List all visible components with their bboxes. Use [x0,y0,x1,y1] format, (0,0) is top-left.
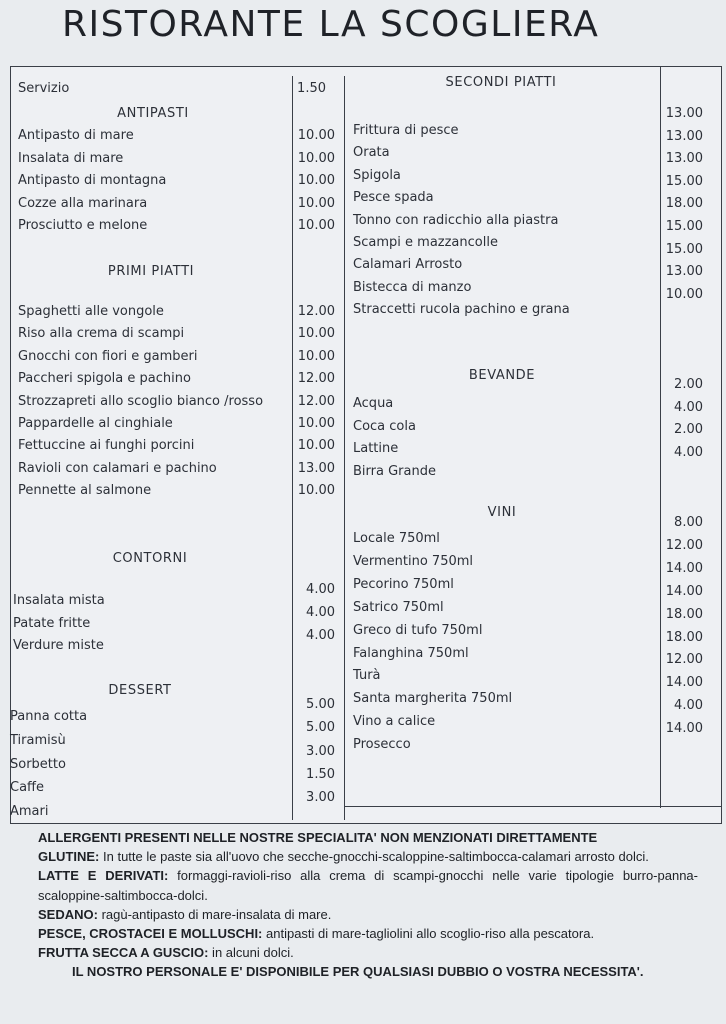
allergen-latte: LATTE E DERIVATI: formaggi-ravioli-riso alla crema di scampi-gnocchi nelle varie tipologie burro-panna-scaloppine-saltimbocca-dolci. [38,868,698,903]
bevande-item-name: Acqua [353,396,394,411]
allergens-heading: ALLERGENTI PRESENTI NELLE NOSTRE SPECIALITA' NON MENZIONATI DIRETTAMENTE [38,830,598,845]
antipasti-item-price: 10.00 [297,128,335,143]
primi-item-name: Riso alla crema di scampi [18,326,185,342]
dessert-item-price: 3.00 [306,744,335,759]
contorni-item-name: Patate fritte [13,615,91,631]
dessert-item-name: Tiramisù [10,732,66,748]
dessert-item-price: 5.00 [306,697,335,712]
secondi-item-price: 13.00 [665,128,703,144]
dessert-item-name: Amari [10,804,49,820]
vini-item-price: 12.00 [665,652,703,668]
antipasti-item-name: Antipasto di montagna [18,173,167,189]
primi-item-price: 10.00 [297,326,335,342]
vini-item-price: 14.00 [665,721,703,737]
secondi-item-price: 13.00 [665,106,703,121]
primi-item-price: 10.00 [297,348,335,364]
antipasti-item-name: Cozze alla marinara [18,195,148,211]
antipasti-item-name: Insalata di mare [18,150,124,166]
antipasti-item-price: 10.00 [297,173,335,189]
allergens-footer: IL NOSTRO PERSONALE E' DISPONIBILE PER QUALSIASI DUBBIO O VOSTRA NECESSITA'. [72,964,644,980]
secondi-item-price: 15.00 [665,219,703,234]
bevande-item-name: Lattine [353,441,399,457]
vini-item-price: 14.00 [665,675,703,691]
secondi-item-price: 18.00 [665,196,703,212]
servizio-label: Servizio [18,81,70,96]
secondi-item-price: 13.00 [665,264,703,280]
allergen-glutine: GLUTINE: In tutte le paste sia all'uovo che secche-gnocchi-scaloppine-saltimbocca-calamari arrosto dolci. [38,849,649,865]
bevande-item-price: 4.00 [674,444,703,460]
primi-item-name: Spaghetti alle vongole [18,304,164,319]
secondi-item-price: 13.00 [665,151,703,167]
contorni-item-name: Insalata mista [13,593,105,608]
vini-item-price: 8.00 [674,515,703,530]
dessert-item-name: Panna cotta [10,709,88,724]
secondi-item-price: 15.00 [665,241,703,257]
secondi-heading: SECONDI PIATTI [445,75,557,90]
antipasti-item-price: 10.00 [297,218,335,234]
bevande-item-price: 2.00 [674,377,703,392]
column-divider [344,76,345,820]
vini-item-name: Vermentino 750ml [353,553,474,569]
secondi-item-name: Pesce spada [353,190,434,206]
page-title: RISTORANTE LA SCOGLIERA [62,4,600,45]
vini-item-price: 18.00 [665,606,703,622]
secondi-item-name: Frittura di pesce [353,123,459,138]
bevande-item-price: 4.00 [674,399,703,415]
allergens-section [38,828,698,982]
primi-item-name: Gnocchi con fiori e gamberi [18,348,198,364]
vini-item-price: 4.00 [674,698,703,714]
bevande-item-price: 2.00 [674,422,703,438]
secondi-item-price: 10.00 [665,286,703,302]
dessert-item-price: 5.00 [306,720,335,735]
vini-item-price: 18.00 [665,629,703,645]
contorni-item-price: 4.00 [306,582,335,597]
vini-item-price: 14.00 [665,583,703,599]
dessert-heading: DESSERT [108,683,172,698]
antipasti-heading: ANTIPASTI [117,106,189,121]
vini-item-name: Falanghina 750ml [353,645,469,661]
primi-item-name: Ravioli con calamari e pachino [18,460,217,476]
contorni-item-name: Verdure miste [13,638,104,654]
vini-item-name: Locale 750ml [353,531,440,546]
vini-item-name: Greco di tufo 750ml [353,622,483,638]
vini-heading: VINI [487,505,517,520]
antipasti-item-name: Antipasto di mare [18,128,134,143]
secondi-item-name: Straccetti rucola pachino e grana [353,302,570,318]
dessert-item-name: Sorbetto [10,756,66,772]
allergen-sedano: SEDANO: ragù-antipasto di mare-insalata di mare. [38,906,332,922]
primi-item-name: Strozzapreti allo scoglio bianco /rosso [18,393,264,409]
secondi-item-name: Bistecca di manzo [353,279,472,295]
secondi-item-price: 15.00 [665,173,703,189]
primi-heading: PRIMI PIATTI [107,264,195,279]
secondi-item-name: Orata [353,145,390,161]
vini-item-name: Prosecco [353,737,411,753]
bevande-item-name: Birra Grande [353,463,436,479]
dessert-item-price: 3.00 [306,790,335,805]
vini-item-name: Santa margherita 750ml [353,691,513,707]
vini-item-name: Pecorino 750ml [353,576,454,592]
column-divider [292,76,293,820]
vini-item-price: 14.00 [665,560,703,576]
vini-item-price: 12.00 [665,537,703,553]
antipasti-item-price: 10.00 [297,150,335,166]
primi-item-price: 13.00 [297,460,335,476]
secondi-item-name: Calamari Arrosto [353,257,463,273]
primi-item-price: 12.00 [297,371,335,387]
column-divider [660,66,661,808]
dessert-item-name: Caffe [10,780,44,796]
primi-item-price: 10.00 [297,483,335,499]
vini-item-name: Satrico 750ml [353,599,444,615]
primi-item-name: Pappardelle al cinghiale [18,416,173,431]
allergen-pesce: PESCE, CROSTACEI E MOLLUSCHI: antipasti di mare-tagliolini allo scoglio-riso alla pescatora. [38,926,595,942]
dessert-item-price: 1.50 [306,767,335,782]
bottom-divider [344,806,722,807]
secondi-item-name: Spigola [353,167,401,183]
contorni-item-price: 4.00 [306,628,335,643]
primi-item-price: 10.00 [297,416,335,431]
contorni-item-price: 4.00 [306,605,335,620]
vini-item-name: Turà [353,668,381,684]
vini-item-name: Vino a calice [353,714,436,730]
primi-item-price: 12.00 [297,393,335,409]
bevande-item-name: Coca cola [353,418,416,434]
primi-item-name: Fettuccine ai funghi porcini [18,438,195,454]
contorni-heading: CONTORNI [112,551,188,566]
primi-item-name: Paccheri spigola e pachino [18,371,191,387]
bevande-heading: BEVANDE [468,368,536,383]
servizio-price: 1.50 [297,81,326,96]
antipasti-item-name: Prosciutto e melone [18,218,148,234]
primi-item-price: 10.00 [297,438,335,454]
antipasti-item-price: 10.00 [297,195,335,211]
secondi-item-name: Tonno con radicchio alla piastra [353,212,559,228]
allergen-frutta: FRUTTA SECCA A GUSCIO: in alcuni dolci. [38,945,294,961]
primi-item-price: 12.00 [297,304,335,319]
secondi-item-name: Scampi e mazzancolle [353,235,498,250]
primi-item-name: Pennette al salmone [18,483,152,499]
